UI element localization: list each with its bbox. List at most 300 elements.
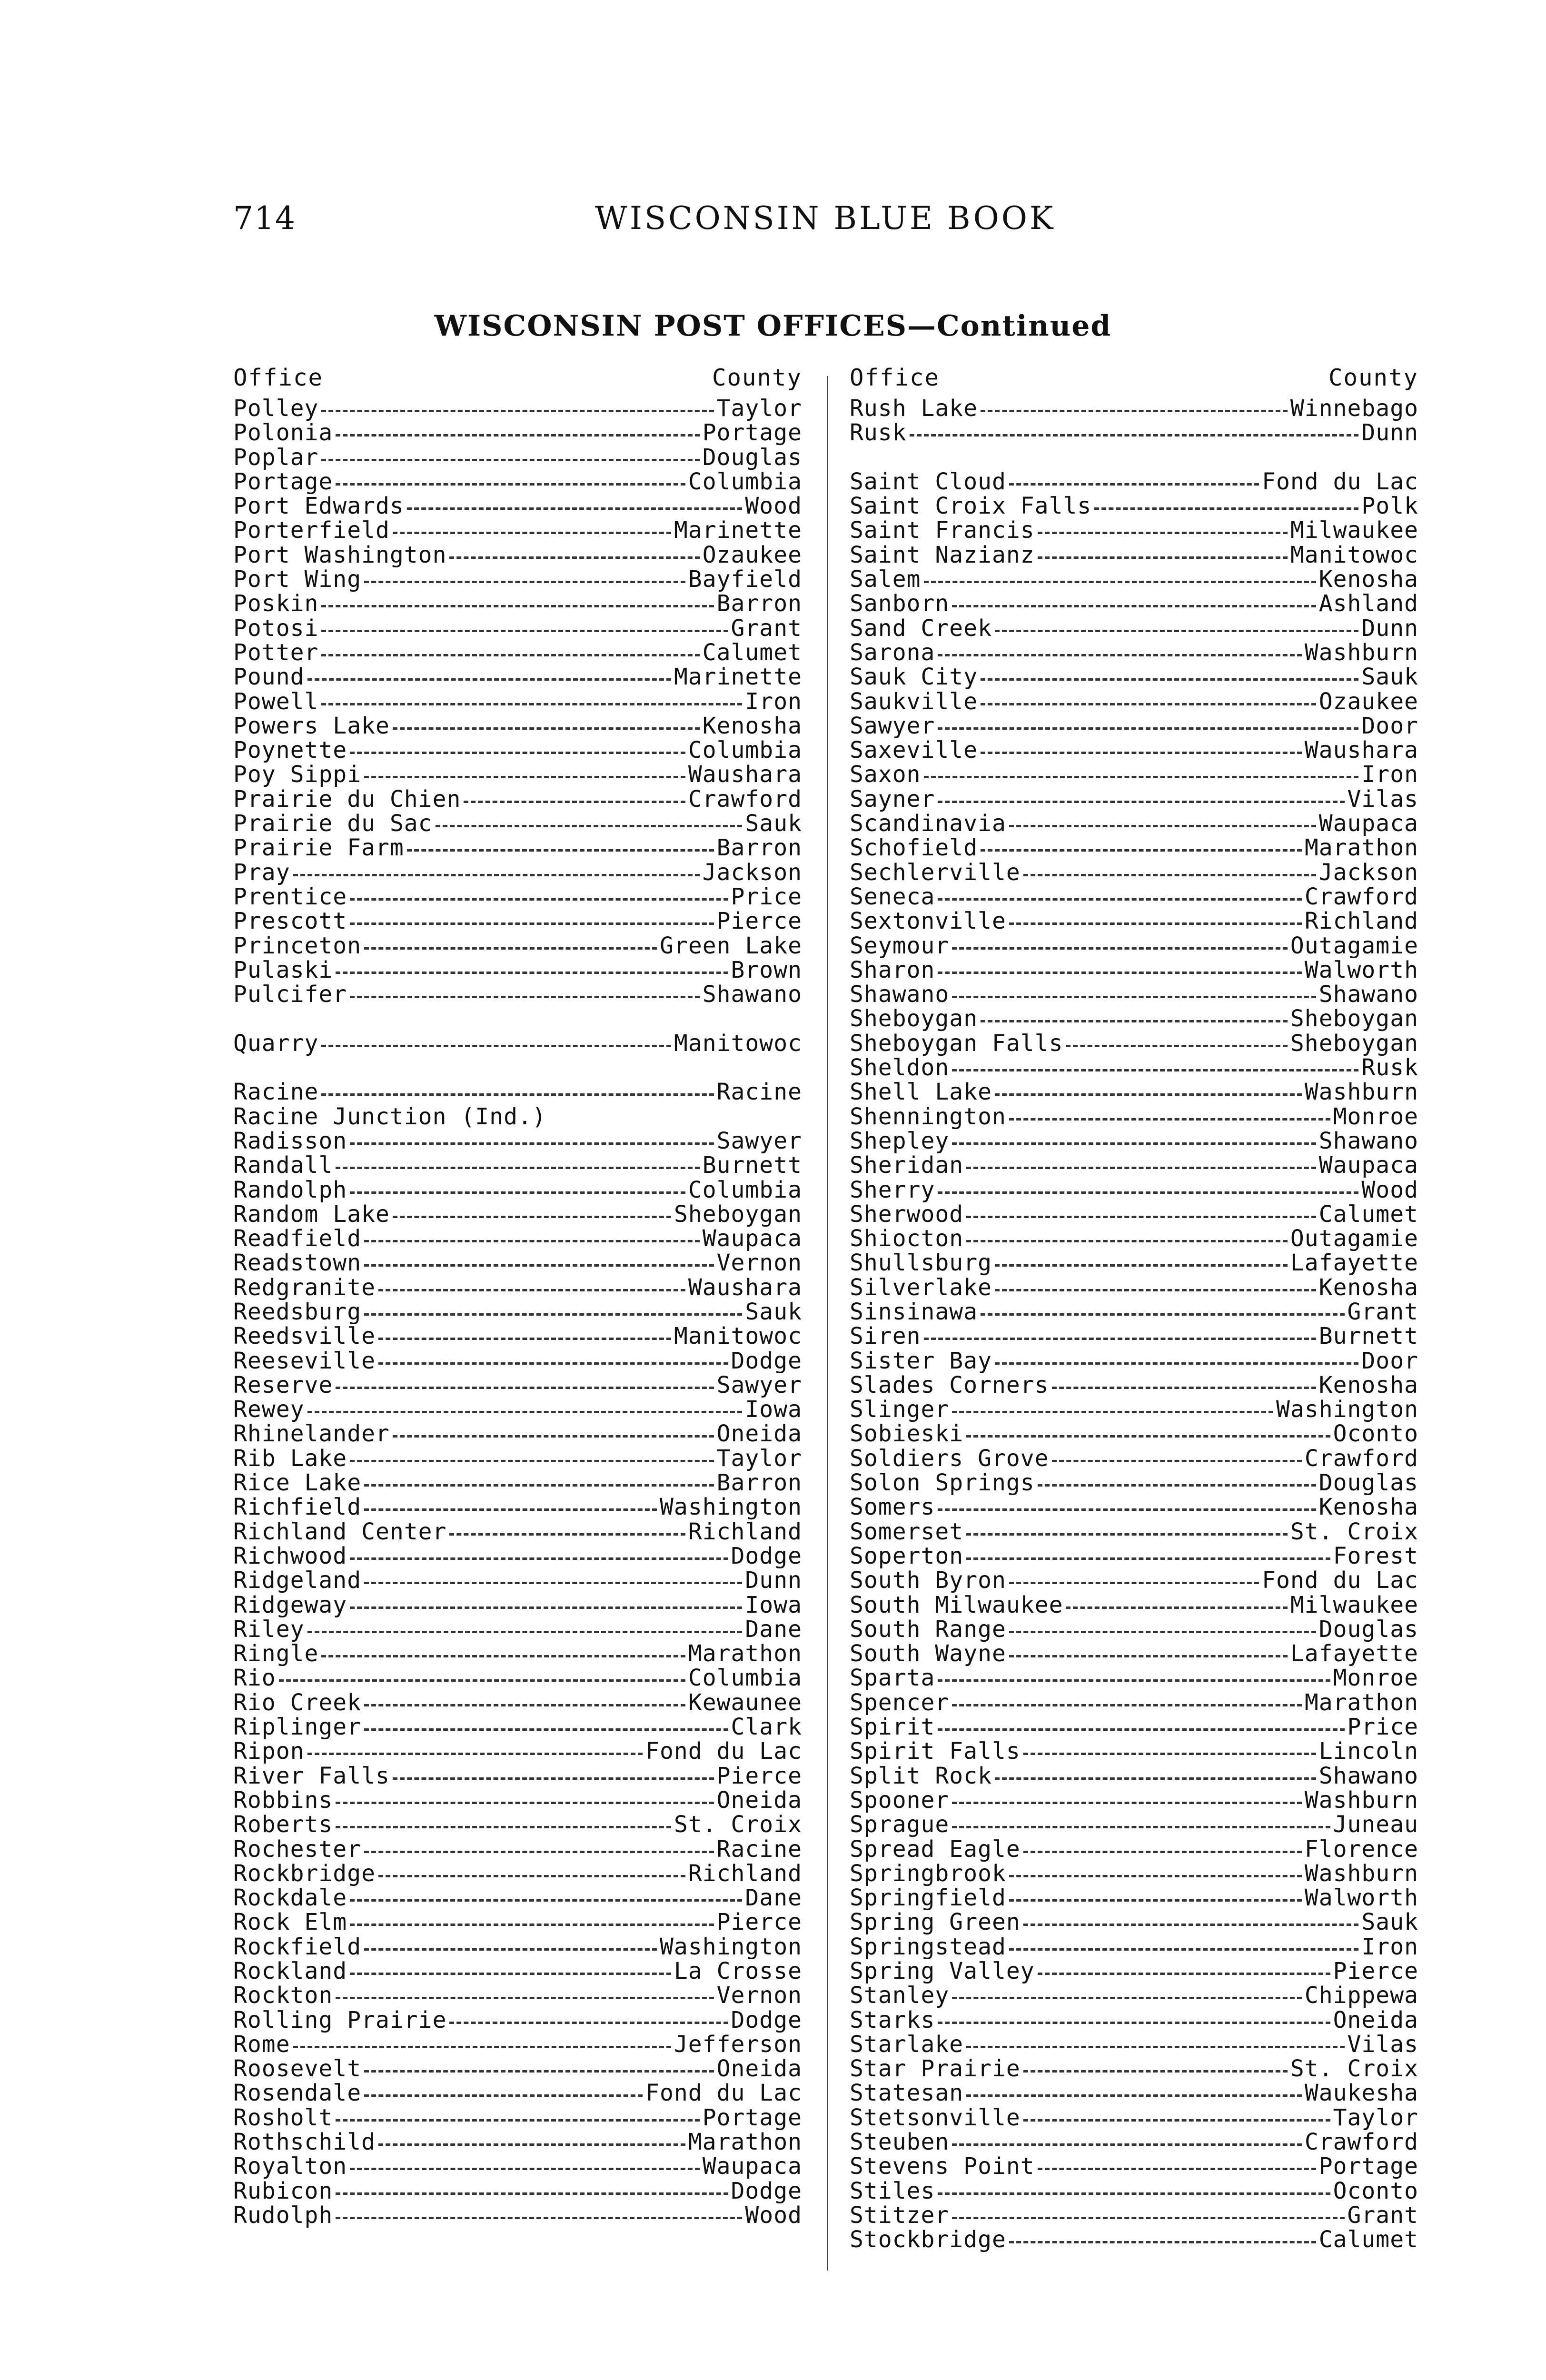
post-office-entry bbox=[850, 861, 1418, 885]
county-name: Washburn bbox=[1304, 640, 1418, 665]
county-name: Marathon bbox=[688, 1642, 802, 1666]
post-office-entry bbox=[233, 1764, 802, 1788]
post-office-entry bbox=[233, 1617, 802, 1642]
post-office-entry bbox=[233, 665, 802, 689]
dot-leader bbox=[321, 703, 742, 705]
county-name: Calumet bbox=[1318, 1202, 1418, 1227]
post-office-entry bbox=[850, 1178, 1418, 1202]
dot-leader bbox=[1023, 874, 1316, 876]
post-office-entry bbox=[850, 787, 1418, 812]
county-name: Columbia bbox=[688, 1666, 802, 1691]
county-name: Vernon bbox=[716, 1251, 802, 1276]
post-office-entry bbox=[850, 1495, 1418, 1519]
office-name: Rockland bbox=[233, 1959, 347, 1984]
office-name: Spencer bbox=[850, 1690, 950, 1716]
dot-leader bbox=[321, 654, 699, 656]
county-name: Fond du Lac bbox=[1262, 1568, 1418, 1593]
county-name: Vilas bbox=[1347, 787, 1418, 812]
county-name: Oconto bbox=[1333, 2179, 1418, 2203]
county-name: Dunn bbox=[745, 1568, 802, 1593]
dot-leader bbox=[378, 1362, 728, 1365]
county-name: Monroe bbox=[1333, 1666, 1418, 1691]
post-office-entry bbox=[233, 470, 802, 494]
dot-leader bbox=[407, 507, 743, 510]
county-name: Iron bbox=[1361, 1934, 1418, 1959]
county-name: Waupaca bbox=[1318, 812, 1418, 836]
dot-leader bbox=[449, 1533, 685, 1536]
county-name: Wood bbox=[1361, 1178, 1418, 1202]
dot-leader bbox=[336, 1387, 714, 1389]
county-name: Monroe bbox=[1333, 1104, 1418, 1129]
post-office-entry bbox=[233, 543, 802, 567]
county-name: Waukesha bbox=[1304, 2081, 1418, 2106]
post-office-entry bbox=[850, 836, 1418, 860]
office-name: Poskin bbox=[233, 592, 319, 616]
left-entry-list bbox=[233, 397, 802, 2228]
office-name: Sobieski bbox=[850, 1422, 964, 1447]
dot-leader bbox=[364, 1948, 657, 1951]
post-office-entry bbox=[233, 958, 802, 982]
office-name: Riley bbox=[233, 1617, 305, 1642]
county-name: Polk bbox=[1361, 494, 1418, 519]
dot-leader bbox=[1009, 922, 1302, 925]
office-name: Sherwood bbox=[850, 1202, 964, 1227]
post-office-entry bbox=[850, 909, 1418, 933]
office-name: Poy Sippi bbox=[233, 763, 362, 787]
office-name: Portage bbox=[233, 469, 333, 495]
county-name: Waupaca bbox=[1318, 1153, 1418, 1178]
dot-leader bbox=[336, 1997, 714, 1999]
post-office-entry bbox=[233, 1715, 802, 1739]
dot-leader bbox=[924, 581, 1316, 583]
dot-leader bbox=[924, 1338, 1316, 1340]
office-name: Rock Elm bbox=[233, 1910, 347, 1935]
post-office-entry bbox=[233, 909, 802, 933]
county-name: St. Croix bbox=[1290, 1519, 1418, 1544]
office-name: Saukville bbox=[850, 689, 978, 714]
office-name: Saint Croix Falls bbox=[850, 494, 1092, 519]
county-name: Lafayette bbox=[1290, 1251, 1418, 1276]
office-name: Sarona bbox=[850, 640, 935, 665]
office-name: Rewey bbox=[233, 1398, 305, 1422]
dot-leader bbox=[364, 1240, 700, 1242]
office-name: Princeton bbox=[233, 933, 362, 958]
office-name: Riplinger bbox=[233, 1715, 362, 1740]
office-name: Steuben bbox=[850, 2130, 950, 2155]
dot-leader bbox=[364, 1313, 742, 1316]
post-office-entry bbox=[233, 1471, 802, 1495]
office-name: Polley bbox=[233, 397, 319, 421]
office-name: Stockbridge bbox=[850, 2228, 1006, 2252]
post-office-entry bbox=[850, 1642, 1418, 1666]
post-office-entry bbox=[233, 836, 802, 860]
office-name: Spirit Falls bbox=[850, 1739, 1021, 1764]
post-office-entry bbox=[233, 494, 802, 518]
county-name: Marathon bbox=[1304, 1690, 1418, 1716]
dot-leader bbox=[952, 2217, 1344, 2219]
county-name: Dodge bbox=[731, 2008, 802, 2033]
dot-leader bbox=[336, 2119, 699, 2122]
county-name: Barron bbox=[716, 836, 802, 861]
dot-leader bbox=[924, 776, 1359, 778]
office-name: Somers bbox=[850, 1495, 935, 1520]
dot-leader bbox=[321, 1655, 685, 1657]
post-office-entry bbox=[233, 1276, 802, 1300]
post-office-entry bbox=[850, 2081, 1418, 2105]
right-column-header bbox=[850, 364, 1418, 397]
dot-leader bbox=[321, 630, 728, 632]
county-name: Columbia bbox=[688, 738, 802, 763]
dot-leader bbox=[336, 2217, 742, 2219]
office-name: Springfield bbox=[850, 1886, 1006, 1911]
county-name: Richland bbox=[688, 1861, 802, 1886]
post-office-entry bbox=[233, 1031, 802, 1056]
post-office-entry bbox=[233, 1886, 802, 1910]
county-name: Iron bbox=[1361, 763, 1418, 787]
post-office-entry bbox=[233, 1178, 802, 1202]
post-office-entry bbox=[850, 1153, 1418, 1178]
dot-leader bbox=[952, 996, 1316, 998]
post-office-entry bbox=[850, 1056, 1418, 1080]
county-name: Pierce bbox=[1333, 1959, 1418, 1984]
post-office-entry bbox=[233, 1862, 802, 1886]
county-name: Oneida bbox=[716, 2057, 802, 2082]
office-name: Rhinelander bbox=[233, 1422, 390, 1447]
office-name: Soperton bbox=[850, 1544, 964, 1569]
office-name: Spring Green bbox=[850, 1910, 1021, 1935]
county-name: Dodge bbox=[731, 1544, 802, 1569]
office-name: Star Prairie bbox=[850, 2057, 1021, 2082]
post-office-entry bbox=[233, 1813, 802, 1837]
post-office-entry bbox=[233, 1105, 802, 1129]
dot-leader bbox=[307, 1411, 743, 1413]
dot-leader bbox=[1009, 1582, 1259, 1584]
column-divider bbox=[827, 376, 828, 2271]
post-office-entry bbox=[850, 421, 1418, 445]
post-office-entry bbox=[233, 592, 802, 616]
county-name: Racine bbox=[716, 1837, 802, 1862]
office-name: Scandinavia bbox=[850, 812, 1006, 836]
post-office-entry bbox=[850, 641, 1418, 665]
dot-leader bbox=[336, 483, 685, 486]
dot-leader bbox=[1038, 556, 1288, 559]
dot-leader bbox=[321, 459, 699, 461]
dot-leader bbox=[938, 654, 1301, 656]
county-name: Dunn bbox=[1361, 616, 1418, 641]
post-office-entry bbox=[233, 2081, 802, 2105]
county-name: Sauk bbox=[1361, 665, 1418, 690]
dot-leader bbox=[1009, 2241, 1316, 2243]
post-office-entry bbox=[850, 2179, 1418, 2203]
dot-leader bbox=[938, 1508, 1316, 1511]
dot-leader bbox=[449, 2022, 728, 2024]
office-name: Polonia bbox=[233, 421, 333, 446]
county-name: Grant bbox=[731, 616, 802, 641]
post-office-entry bbox=[233, 787, 802, 812]
dot-leader bbox=[336, 1826, 671, 1828]
dot-leader bbox=[1023, 1753, 1316, 1755]
county-header: County bbox=[1328, 364, 1418, 391]
county-name: Vernon bbox=[716, 1983, 802, 2008]
office-name: Rio bbox=[233, 1666, 276, 1691]
county-name: Lafayette bbox=[1290, 1642, 1418, 1666]
county-name: Kenosha bbox=[702, 714, 802, 739]
post-office-entry bbox=[850, 1935, 1418, 1959]
dot-leader bbox=[364, 1728, 728, 1731]
post-office-entry bbox=[850, 1813, 1418, 1837]
county-name: Lincoln bbox=[1318, 1739, 1418, 1764]
post-office-entry bbox=[233, 861, 802, 885]
post-office-entry bbox=[850, 1227, 1418, 1251]
office-name: Racine bbox=[233, 1080, 319, 1105]
post-office-entry bbox=[233, 446, 802, 470]
post-office-entry bbox=[233, 690, 802, 714]
dot-leader bbox=[378, 1289, 685, 1291]
office-name: Saint Cloud bbox=[850, 469, 1006, 495]
county-name: Fond du Lac bbox=[645, 1739, 802, 1764]
county-name: Fond du Lac bbox=[1262, 469, 1418, 495]
post-office-entry bbox=[850, 958, 1418, 982]
office-name: Seneca bbox=[850, 884, 935, 910]
dot-leader bbox=[336, 434, 699, 436]
dot-leader bbox=[364, 1851, 714, 1853]
post-office-entry bbox=[850, 1691, 1418, 1715]
county-name: Kenosha bbox=[1318, 1373, 1418, 1398]
office-name: Ripon bbox=[233, 1739, 305, 1764]
post-office-entry bbox=[850, 1617, 1418, 1642]
post-office-entry bbox=[233, 2057, 802, 2081]
dot-leader bbox=[279, 1679, 685, 1682]
county-name: Sheboygan bbox=[674, 1202, 802, 1227]
county-name: Taylor bbox=[1333, 2105, 1418, 2131]
post-office-entry bbox=[850, 1276, 1418, 1300]
county-name: St. Croix bbox=[1290, 2057, 1418, 2082]
post-office-entry bbox=[233, 1691, 802, 1715]
post-office-entry bbox=[233, 1227, 802, 1251]
dot-leader bbox=[1052, 1460, 1302, 1462]
county-name: Crawford bbox=[1304, 884, 1418, 910]
post-office-entry bbox=[233, 1398, 802, 1422]
office-name: Port Wing bbox=[233, 567, 362, 592]
office-name: Shiocton bbox=[850, 1227, 964, 1251]
post-office-entry bbox=[850, 1788, 1418, 1813]
dot-leader bbox=[981, 1313, 1344, 1316]
office-name: Sherry bbox=[850, 1178, 935, 1202]
post-office-entry bbox=[850, 1715, 1418, 1739]
office-name: Pulcifer bbox=[233, 982, 347, 1007]
county-name: St. Croix bbox=[674, 1813, 802, 1837]
office-name: Sharon bbox=[850, 958, 935, 983]
county-name: Ashland bbox=[1318, 592, 1418, 616]
post-office-entry bbox=[233, 1959, 802, 1983]
office-name: Silverlake bbox=[850, 1275, 992, 1300]
county-name: Jackson bbox=[1318, 860, 1418, 885]
county-name: Oneida bbox=[716, 1422, 802, 1447]
dot-leader bbox=[350, 1924, 714, 1926]
dot-leader bbox=[981, 1020, 1288, 1022]
office-name: Roosevelt bbox=[233, 2057, 362, 2082]
dot-leader bbox=[393, 1435, 714, 1438]
dot-leader bbox=[293, 874, 700, 876]
county-name: Grant bbox=[1347, 1299, 1418, 1325]
county-name: Portage bbox=[1318, 2154, 1418, 2179]
county-name: Jefferson bbox=[674, 2032, 802, 2057]
office-name: Randall bbox=[233, 1153, 333, 1178]
dot-leader bbox=[952, 1826, 1330, 1828]
post-office-entry bbox=[233, 2130, 802, 2154]
dot-leader bbox=[393, 532, 671, 534]
office-name: Sand Creek bbox=[850, 616, 992, 641]
post-office-entry bbox=[850, 1398, 1418, 1422]
dot-leader bbox=[910, 434, 1359, 436]
post-office-entry bbox=[850, 1739, 1418, 1764]
office-name: Spirit bbox=[850, 1715, 935, 1740]
office-name: Rockfield bbox=[233, 1934, 362, 1959]
county-name: Washington bbox=[660, 1495, 802, 1520]
office-name: Randolph bbox=[233, 1178, 347, 1202]
county-name: Waushara bbox=[688, 1275, 802, 1300]
office-name: Springstead bbox=[850, 1934, 1006, 1959]
dot-leader bbox=[350, 1142, 714, 1145]
county-name: Sauk bbox=[745, 812, 802, 836]
office-header: Office bbox=[850, 364, 940, 391]
county-name: Columbia bbox=[688, 1178, 802, 1202]
dot-leader bbox=[321, 410, 714, 412]
office-name: Royalton bbox=[233, 2154, 347, 2179]
dot-leader bbox=[952, 1142, 1316, 1145]
office-name: Spring Valley bbox=[850, 1959, 1035, 1984]
post-office-entry bbox=[233, 714, 802, 738]
post-office-entry bbox=[233, 812, 802, 836]
dot-leader bbox=[938, 2192, 1330, 2195]
county-name: Door bbox=[1361, 714, 1418, 739]
office-name: Sheldon bbox=[850, 1056, 950, 1081]
office-name: Prairie Farm bbox=[233, 836, 404, 861]
county-name: Florence bbox=[1304, 1837, 1418, 1862]
office-name: Port Washington bbox=[233, 543, 447, 568]
office-name: Ridgeland bbox=[233, 1568, 362, 1593]
county-name: Forest bbox=[1333, 1544, 1418, 1569]
post-office-entry bbox=[850, 738, 1418, 763]
county-name: Shawano bbox=[1318, 1129, 1418, 1154]
office-name: Split Rock bbox=[850, 1764, 992, 1788]
dot-leader bbox=[350, 922, 714, 925]
post-office-entry bbox=[233, 1495, 802, 1519]
post-office-entry bbox=[233, 1422, 802, 1446]
post-office-entry bbox=[850, 1568, 1418, 1593]
office-name: Somerset bbox=[850, 1519, 964, 1544]
county-name: Waushara bbox=[688, 763, 802, 787]
county-name: Calumet bbox=[1318, 2228, 1418, 2252]
office-name: Quarry bbox=[233, 1031, 319, 1056]
dot-leader bbox=[378, 1875, 685, 1877]
dot-leader bbox=[364, 1264, 714, 1267]
dot-leader bbox=[995, 1777, 1316, 1780]
county-name: Juneau bbox=[1333, 1813, 1418, 1837]
office-name: Sechlerville bbox=[850, 860, 1021, 885]
dot-leader bbox=[350, 2168, 700, 2170]
post-office-entry bbox=[850, 2057, 1418, 2081]
county-header: County bbox=[712, 364, 802, 391]
post-office-entry bbox=[850, 494, 1418, 518]
dot-leader bbox=[938, 2022, 1330, 2024]
county-name: Racine bbox=[716, 1080, 802, 1105]
county-name: Dane bbox=[745, 1617, 802, 1642]
office-name: Sextonville bbox=[850, 909, 1006, 934]
post-office-entry bbox=[233, 397, 802, 421]
dot-leader bbox=[336, 972, 728, 974]
dot-leader bbox=[995, 1264, 1288, 1267]
dot-leader bbox=[1066, 1045, 1287, 1047]
office-name: Rusk bbox=[850, 421, 907, 446]
office-name: Sawyer bbox=[850, 714, 935, 739]
post-office-entry bbox=[850, 2154, 1418, 2179]
post-office-entry bbox=[850, 1471, 1418, 1495]
dot-leader bbox=[336, 2192, 728, 2195]
post-office-entry bbox=[850, 1251, 1418, 1275]
dot-leader bbox=[449, 556, 699, 559]
post-office-entry bbox=[850, 397, 1418, 421]
post-office-entry bbox=[850, 1983, 1418, 2008]
post-office-entry bbox=[850, 1447, 1418, 1471]
dot-leader bbox=[407, 849, 714, 852]
post-office-entry bbox=[850, 1349, 1418, 1373]
post-office-entry bbox=[233, 982, 802, 1007]
county-name: Price bbox=[1347, 1715, 1418, 1740]
book-title: WISCONSIN BLUE BOOK bbox=[595, 200, 1056, 237]
post-office-entry bbox=[233, 1300, 802, 1324]
county-name: Barron bbox=[716, 1471, 802, 1496]
dot-leader bbox=[1038, 1484, 1316, 1487]
county-name: Sheboygan bbox=[1290, 1007, 1418, 1031]
office-name: Spooner bbox=[850, 1788, 950, 1813]
county-name: Crawford bbox=[1304, 1446, 1418, 1471]
dot-leader bbox=[364, 2070, 714, 2073]
left-column bbox=[233, 364, 802, 2228]
dot-leader bbox=[350, 1191, 685, 1194]
county-name: Rusk bbox=[1361, 1056, 1418, 1081]
county-name: Portage bbox=[702, 421, 802, 446]
office-name: Saxeville bbox=[850, 738, 978, 763]
county-name: Richland bbox=[1304, 909, 1418, 934]
dot-leader bbox=[966, 1435, 1330, 1438]
dot-leader bbox=[966, 1533, 1288, 1536]
county-name: Vilas bbox=[1347, 2032, 1418, 2057]
office-name: Shennington bbox=[850, 1104, 1006, 1129]
office-name: Richfield bbox=[233, 1495, 362, 1520]
county-name: Waushara bbox=[1304, 738, 1418, 763]
office-name: Redgranite bbox=[233, 1275, 376, 1300]
post-office-entry bbox=[850, 885, 1418, 909]
blank-row bbox=[233, 1007, 802, 1031]
dot-leader bbox=[966, 1216, 1316, 1218]
dot-leader bbox=[307, 1631, 743, 1633]
county-name: Manitowoc bbox=[674, 1031, 802, 1056]
county-name: Washburn bbox=[1304, 1861, 1418, 1886]
county-name: Iowa bbox=[745, 1398, 802, 1422]
office-name: Rib Lake bbox=[233, 1446, 347, 1471]
office-name: Poplar bbox=[233, 445, 319, 470]
county-name: Clark bbox=[731, 1715, 802, 1740]
county-name: Bayfield bbox=[688, 567, 802, 592]
office-name: Starlake bbox=[850, 2032, 964, 2057]
post-office-entry bbox=[233, 1202, 802, 1227]
office-name: Pulaski bbox=[233, 958, 333, 983]
office-name: River Falls bbox=[233, 1764, 390, 1788]
dot-leader bbox=[1009, 1948, 1359, 1951]
county-name: Shawano bbox=[702, 982, 802, 1007]
office-name: Rudolph bbox=[233, 2203, 333, 2228]
